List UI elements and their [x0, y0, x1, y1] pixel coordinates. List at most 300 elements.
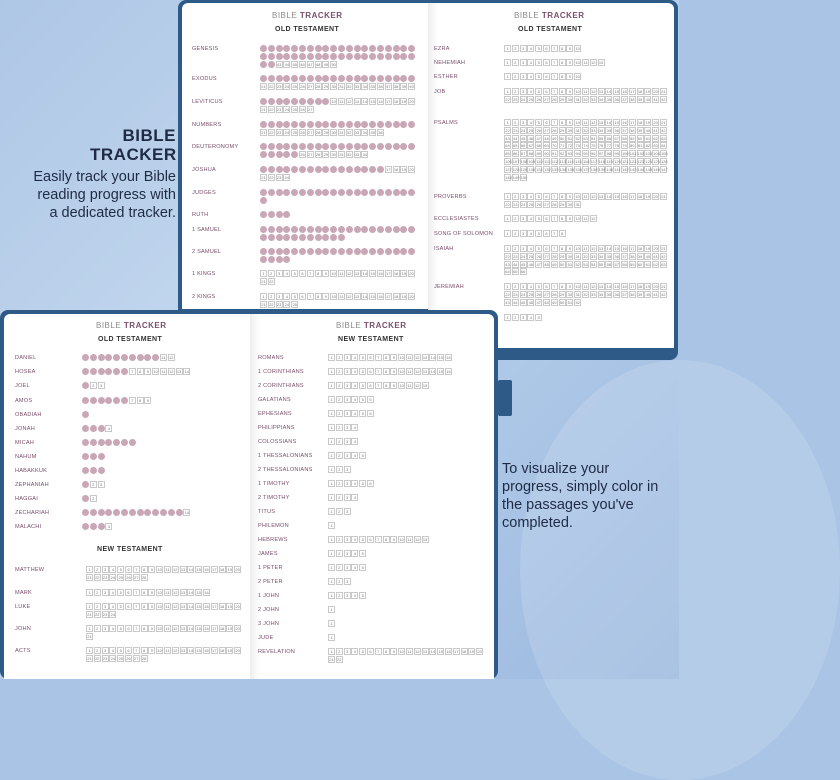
chapter-cell[interactable]: 23	[276, 174, 282, 180]
chapter-cell[interactable]: 20	[653, 246, 658, 251]
chapter-cell[interactable]: 2	[336, 452, 343, 459]
chapter-cell[interactable]: 12	[415, 383, 420, 388]
chapter-cell[interactable]	[377, 45, 384, 52]
chapter-cell[interactable]: 14	[606, 194, 612, 199]
chapter-cell[interactable]	[322, 226, 329, 233]
chapter-cell[interactable]: 3	[344, 536, 351, 543]
chapter-cell[interactable]: 23	[513, 291, 518, 297]
chapter-cell[interactable]: 2	[512, 45, 519, 52]
chapter-cell[interactable]: 10	[331, 271, 336, 276]
chapter-cell[interactable]: 39	[401, 83, 407, 89]
chapter-cell[interactable]	[299, 53, 306, 60]
chapter-cell[interactable]: 12	[591, 194, 596, 199]
chapter-cell[interactable]: 5	[291, 270, 298, 277]
chapter-cell[interactable]: 13	[354, 271, 360, 276]
chapter-cell[interactable]: 137	[582, 166, 590, 172]
chapter-cell[interactable]: 11	[583, 89, 588, 94]
chapter-cell[interactable]	[338, 143, 345, 150]
chapter-cell[interactable]	[330, 53, 337, 60]
chapter-cell[interactable]: 41	[653, 253, 658, 259]
chapter-cell[interactable]: 32	[347, 129, 352, 135]
chapter-cell[interactable]	[283, 226, 290, 233]
chapter-cell[interactable]: 18	[393, 294, 399, 299]
chapter-cell[interactable]: 2	[512, 245, 519, 252]
chapter-cell[interactable]: 50	[559, 261, 565, 267]
chapter-cell[interactable]: 2	[90, 481, 97, 488]
chapter-cell[interactable]: 1	[86, 603, 93, 610]
chapter-cell[interactable]	[385, 189, 392, 196]
chapter-cell[interactable]: 41	[653, 96, 658, 102]
chapter-cell[interactable]: 33	[591, 96, 596, 102]
chapter-cell[interactable]: 12	[591, 216, 596, 221]
chapter-cell[interactable]: 12	[591, 284, 596, 289]
chapter-cell[interactable]	[369, 45, 376, 52]
chapter-cell[interactable]: 111	[543, 158, 551, 164]
chapter-cell[interactable]: 6	[299, 270, 306, 277]
chapter-cell[interactable]: 44	[513, 135, 518, 141]
chapter-cell[interactable]	[393, 143, 400, 150]
chapter-cell[interactable]: 31	[575, 127, 580, 133]
chapter-cell[interactable]: 94	[575, 151, 580, 157]
chapter-cell[interactable]: 13	[176, 369, 182, 374]
chapter-cell[interactable]	[268, 53, 275, 60]
chapter-cell[interactable]	[283, 256, 290, 263]
chapter-cell[interactable]: 83	[653, 143, 658, 149]
chapter-cell[interactable]: 20	[409, 294, 414, 299]
chapter-cell[interactable]: 16	[622, 284, 627, 289]
chapter-cell[interactable]: 31	[575, 201, 580, 207]
chapter-cell[interactable]: 7	[133, 566, 140, 573]
chapter-cell[interactable]	[354, 248, 361, 255]
chapter-cell[interactable]: 20	[653, 120, 658, 125]
chapter-cell[interactable]: 10	[399, 369, 404, 374]
chapter-cell[interactable]: 1	[86, 625, 93, 632]
chapter-cell[interactable]	[268, 61, 275, 68]
chapter-cell[interactable]: 71	[559, 143, 565, 149]
chapter-cell[interactable]: 14	[362, 271, 368, 276]
chapter-cell[interactable]	[377, 121, 384, 128]
chapter-cell[interactable]: 145	[645, 166, 653, 172]
chapter-cell[interactable]: 57	[614, 261, 619, 267]
chapter-cell[interactable]: 11	[165, 648, 170, 653]
chapter-cell[interactable]: 2	[336, 368, 343, 375]
chapter-cell[interactable]	[90, 453, 97, 460]
chapter-cell[interactable]: 12	[173, 567, 178, 572]
chapter-cell[interactable]: 140	[606, 166, 614, 172]
chapter-cell[interactable]: 1	[328, 424, 335, 431]
chapter-cell[interactable]: 5	[535, 119, 542, 126]
chapter-cell[interactable]: 20	[235, 567, 240, 572]
chapter-cell[interactable]	[98, 467, 105, 474]
chapter-cell[interactable]: 10	[575, 120, 580, 125]
chapter-cell[interactable]: 80	[630, 143, 635, 149]
chapter-cell[interactable]: 32	[583, 127, 588, 133]
chapter-cell[interactable]: 13	[598, 246, 604, 251]
chapter-cell[interactable]: 31	[339, 129, 344, 135]
chapter-cell[interactable]: 14	[430, 369, 436, 374]
chapter-cell[interactable]: 7	[551, 119, 558, 126]
chapter-cell[interactable]: 2	[90, 382, 97, 389]
chapter-cell[interactable]: 16	[622, 120, 627, 125]
chapter-cell[interactable]: 26	[300, 129, 305, 135]
chapter-cell[interactable]: 9	[390, 368, 397, 375]
chapter-cell[interactable]: 30	[567, 127, 573, 133]
chapter-cell[interactable]: 46	[528, 299, 534, 305]
chapter-cell[interactable]: 14	[188, 604, 194, 609]
chapter-cell[interactable]: 13	[422, 383, 428, 388]
chapter-cell[interactable]: 5	[359, 564, 366, 571]
chapter-cell[interactable]: 18	[637, 284, 643, 289]
chapter-cell[interactable]: 2	[336, 564, 343, 571]
chapter-cell[interactable]: 15	[438, 369, 443, 374]
chapter-cell[interactable]	[268, 98, 275, 105]
chapter-cell[interactable]: 10	[331, 99, 336, 104]
chapter-cell[interactable]: 4	[351, 648, 358, 655]
chapter-cell[interactable]	[393, 75, 400, 82]
chapter-cell[interactable]: 67	[528, 143, 534, 149]
chapter-cell[interactable]: 43	[276, 61, 282, 67]
chapter-cell[interactable]: 2	[512, 314, 519, 321]
chapter-cell[interactable]	[322, 98, 329, 105]
chapter-cell[interactable]: 2	[336, 466, 343, 473]
chapter-cell[interactable]	[354, 166, 361, 173]
chapter-cell[interactable]: 16	[204, 648, 209, 653]
chapter-cell[interactable]: 24	[284, 174, 290, 180]
chapter-cell[interactable]	[346, 226, 353, 233]
chapter-cell[interactable]: 11	[165, 604, 170, 609]
chapter-cell[interactable]	[260, 211, 267, 218]
chapter-cell[interactable]: 4	[109, 566, 116, 573]
chapter-cell[interactable]: 39	[637, 127, 643, 133]
chapter-cell[interactable]: 6	[543, 193, 550, 200]
chapter-cell[interactable]	[400, 189, 407, 196]
chapter-cell[interactable]: 14	[188, 590, 194, 595]
chapter-cell[interactable]	[346, 166, 353, 173]
chapter-cell[interactable]	[315, 98, 322, 105]
chapter-cell[interactable]	[322, 166, 329, 173]
chapter-cell[interactable]: 37	[386, 83, 391, 89]
chapter-cell[interactable]: 65	[513, 143, 518, 149]
chapter-cell[interactable]: 53	[583, 135, 588, 141]
chapter-cell[interactable]: 17	[386, 99, 391, 104]
chapter-cell[interactable]: 3	[344, 382, 351, 389]
chapter-cell[interactable]: 35	[370, 83, 375, 89]
chapter-cell[interactable]	[268, 226, 275, 233]
chapter-cell[interactable]: 25	[528, 253, 534, 259]
chapter-cell[interactable]: 10	[575, 46, 580, 51]
chapter-cell[interactable]: 13	[598, 120, 604, 125]
chapter-cell[interactable]: 11	[407, 649, 412, 654]
chapter-cell[interactable]: 59	[630, 135, 635, 141]
chapter-cell[interactable]: 7	[133, 603, 140, 610]
chapter-cell[interactable]	[330, 121, 337, 128]
chapter-cell[interactable]	[408, 248, 415, 255]
chapter-cell[interactable]: 13	[180, 604, 186, 609]
chapter-cell[interactable]: 38	[630, 127, 635, 133]
chapter-cell[interactable]: 2	[336, 578, 343, 585]
chapter-cell[interactable]: 11	[583, 120, 588, 125]
chapter-cell[interactable]: 3	[102, 647, 109, 654]
chapter-cell[interactable]: 1	[328, 578, 335, 585]
chapter-cell[interactable]	[82, 382, 89, 389]
chapter-cell[interactable]	[137, 354, 144, 361]
chapter-cell[interactable]: 12	[347, 271, 352, 276]
chapter-cell[interactable]: 1	[504, 59, 511, 66]
chapter-cell[interactable]: 1	[504, 283, 511, 290]
chapter-cell[interactable]	[400, 143, 407, 150]
chapter-cell[interactable]: 9	[566, 73, 573, 80]
chapter-cell[interactable]: 11	[339, 294, 344, 299]
chapter-cell[interactable]: 6	[543, 283, 550, 290]
chapter-cell[interactable]	[361, 121, 368, 128]
chapter-cell[interactable]: 12	[169, 369, 174, 374]
chapter-cell[interactable]: 11	[583, 246, 588, 251]
chapter-cell[interactable]: 116	[582, 158, 590, 164]
chapter-cell[interactable]	[408, 45, 415, 52]
chapter-cell[interactable]: 18	[219, 604, 225, 609]
chapter-cell[interactable]: 21	[261, 301, 266, 307]
chapter-cell[interactable]	[268, 143, 275, 150]
chapter-cell[interactable]: 9	[566, 193, 573, 200]
chapter-cell[interactable]	[369, 189, 376, 196]
chapter-cell[interactable]: 5	[359, 396, 366, 403]
chapter-cell[interactable]: 60	[637, 261, 643, 267]
chapter-cell[interactable]	[90, 368, 97, 375]
chapter-cell[interactable]: 20	[235, 604, 240, 609]
chapter-cell[interactable]	[338, 189, 345, 196]
chapter-cell[interactable]: 7	[375, 382, 382, 389]
chapter-cell[interactable]: 47	[536, 261, 541, 267]
chapter-cell[interactable]: 4	[105, 523, 112, 530]
chapter-cell[interactable]: 120	[614, 158, 621, 164]
chapter-cell[interactable]: 54	[591, 261, 596, 267]
chapter-cell[interactable]: 28	[315, 129, 321, 135]
chapter-cell[interactable]: 23	[276, 83, 282, 89]
chapter-cell[interactable]: 7	[375, 368, 382, 375]
chapter-cell[interactable]: 22	[269, 83, 274, 89]
chapter-cell[interactable]: 8	[383, 382, 390, 389]
chapter-cell[interactable]: 107	[512, 158, 520, 164]
chapter-cell[interactable]: 1	[328, 396, 335, 403]
chapter-cell[interactable]: 34	[598, 253, 604, 259]
chapter-cell[interactable]: 1	[86, 647, 93, 654]
chapter-cell[interactable]	[98, 453, 105, 460]
chapter-cell[interactable]: 5	[359, 536, 366, 543]
chapter-cell[interactable]: 149	[512, 174, 520, 180]
chapter-cell[interactable]: 66	[520, 143, 526, 149]
chapter-cell[interactable]: 11	[583, 216, 588, 221]
chapter-cell[interactable]: 16	[446, 355, 451, 360]
chapter-cell[interactable]	[98, 425, 105, 432]
chapter-cell[interactable]: 32	[347, 151, 352, 157]
chapter-cell[interactable]: 24	[284, 106, 290, 112]
chapter-cell[interactable]: 2	[94, 589, 101, 596]
chapter-cell[interactable]	[291, 248, 298, 255]
chapter-cell[interactable]: 123	[637, 158, 645, 164]
chapter-cell[interactable]: 15	[370, 99, 375, 104]
chapter-cell[interactable]	[82, 425, 89, 432]
chapter-cell[interactable]: 104	[653, 151, 660, 157]
chapter-cell[interactable]: 17	[630, 120, 635, 125]
chapter-cell[interactable]	[291, 75, 298, 82]
chapter-cell[interactable]	[82, 523, 89, 530]
chapter-cell[interactable]	[260, 53, 267, 60]
chapter-cell[interactable]: 8	[559, 73, 566, 80]
chapter-cell[interactable]	[361, 226, 368, 233]
chapter-cell[interactable]: 27	[308, 129, 313, 135]
chapter-cell[interactable]	[268, 166, 275, 173]
chapter-cell[interactable]	[90, 425, 97, 432]
chapter-cell[interactable]: 31	[339, 83, 344, 89]
chapter-cell[interactable]: 8	[559, 283, 566, 290]
chapter-cell[interactable]	[260, 256, 267, 263]
chapter-cell[interactable]: 20	[477, 649, 482, 654]
chapter-cell[interactable]	[400, 248, 407, 255]
chapter-cell[interactable]	[322, 143, 329, 150]
chapter-cell[interactable]	[105, 368, 112, 375]
chapter-cell[interactable]: 5	[359, 368, 366, 375]
chapter-cell[interactable]: 15	[196, 567, 201, 572]
chapter-cell[interactable]: 42	[661, 291, 666, 297]
chapter-cell[interactable]: 8	[559, 230, 566, 237]
chapter-cell[interactable]: 7	[551, 283, 558, 290]
chapter-cell[interactable]: 16	[446, 369, 451, 374]
chapter-cell[interactable]: 8	[141, 603, 148, 610]
chapter-cell[interactable]: 98	[606, 151, 612, 157]
chapter-cell[interactable]: 100	[621, 151, 629, 157]
chapter-cell[interactable]: 19	[227, 604, 233, 609]
chapter-cell[interactable]: 17	[386, 271, 391, 276]
chapter-cell[interactable]	[291, 226, 298, 233]
chapter-cell[interactable]	[291, 98, 298, 105]
chapter-cell[interactable]: 14	[362, 294, 368, 299]
chapter-cell[interactable]	[105, 439, 112, 446]
chapter-cell[interactable]: 4	[351, 354, 358, 361]
chapter-cell[interactable]	[82, 481, 89, 488]
chapter-cell[interactable]	[322, 121, 329, 128]
chapter-cell[interactable]: 73	[575, 143, 580, 149]
chapter-cell[interactable]: 44	[513, 299, 518, 305]
chapter-cell[interactable]: 3	[276, 293, 283, 300]
chapter-cell[interactable]: 18	[461, 649, 467, 654]
chapter-cell[interactable]: 3	[344, 648, 351, 655]
chapter-cell[interactable]	[144, 509, 151, 516]
chapter-cell[interactable]: 18	[637, 120, 643, 125]
chapter-cell[interactable]: 4	[527, 59, 534, 66]
chapter-cell[interactable]: 22	[337, 656, 342, 662]
chapter-cell[interactable]: 3	[344, 564, 351, 571]
chapter-cell[interactable]	[121, 439, 128, 446]
chapter-cell[interactable]	[260, 189, 267, 196]
chapter-cell[interactable]: 21	[261, 83, 266, 89]
chapter-cell[interactable]: 22	[95, 611, 100, 617]
chapter-cell[interactable]	[307, 166, 314, 173]
chapter-cell[interactable]: 2	[336, 424, 343, 431]
chapter-cell[interactable]: 9	[566, 245, 573, 252]
chapter-cell[interactable]: 12	[173, 604, 178, 609]
chapter-cell[interactable]: 23	[102, 574, 108, 580]
chapter-cell[interactable]	[385, 248, 392, 255]
chapter-cell[interactable]: 18	[393, 99, 399, 104]
chapter-cell[interactable]: 2	[90, 495, 97, 502]
chapter-cell[interactable]: 75	[591, 143, 596, 149]
chapter-cell[interactable]: 49	[552, 299, 557, 305]
chapter-cell[interactable]: 4	[351, 480, 358, 487]
chapter-cell[interactable]	[330, 143, 337, 150]
chapter-cell[interactable]	[113, 509, 120, 516]
chapter-cell[interactable]: 20	[409, 167, 414, 172]
chapter-cell[interactable]: 1	[328, 452, 335, 459]
chapter-cell[interactable]	[338, 53, 345, 60]
chapter-cell[interactable]: 12	[415, 369, 420, 374]
chapter-cell[interactable]: 14	[606, 246, 612, 251]
chapter-cell[interactable]: 5	[359, 550, 366, 557]
chapter-cell[interactable]: 11	[407, 537, 412, 542]
chapter-cell[interactable]: 3	[520, 283, 527, 290]
chapter-cell[interactable]: 21	[87, 633, 92, 639]
chapter-cell[interactable]: 39	[637, 96, 643, 102]
chapter-cell[interactable]: 8	[559, 119, 566, 126]
chapter-cell[interactable]	[276, 45, 283, 52]
chapter-cell[interactable]: 1	[328, 606, 335, 613]
chapter-cell[interactable]: 15	[370, 271, 375, 276]
chapter-cell[interactable]: 88	[528, 151, 534, 157]
chapter-cell[interactable]	[82, 397, 89, 404]
chapter-cell[interactable]: 11	[339, 99, 344, 104]
chapter-cell[interactable]	[82, 495, 89, 502]
chapter-cell[interactable]	[90, 509, 97, 516]
chapter-cell[interactable]	[121, 397, 128, 404]
chapter-cell[interactable]: 15	[196, 590, 201, 595]
chapter-cell[interactable]	[315, 234, 322, 241]
chapter-cell[interactable]: 3	[102, 566, 109, 573]
chapter-cell[interactable]: 13	[180, 590, 186, 595]
chapter-cell[interactable]: 35	[606, 291, 612, 297]
chapter-cell[interactable]: 49	[552, 261, 557, 267]
chapter-cell[interactable]: 97	[598, 151, 604, 157]
chapter-cell[interactable]	[338, 234, 345, 241]
chapter-cell[interactable]: 109	[528, 158, 536, 164]
chapter-cell[interactable]: 10	[399, 537, 404, 542]
chapter-cell[interactable]	[113, 397, 120, 404]
chapter-cell[interactable]: 6	[543, 45, 550, 52]
chapter-cell[interactable]: 13	[598, 194, 604, 199]
chapter-cell[interactable]	[354, 45, 361, 52]
chapter-cell[interactable]: 56	[606, 261, 612, 267]
chapter-cell[interactable]: 22	[95, 655, 100, 661]
chapter-cell[interactable]	[260, 234, 267, 241]
chapter-cell[interactable]: 87	[520, 151, 526, 157]
chapter-cell[interactable]: 29	[323, 83, 329, 89]
chapter-cell[interactable]: 2	[268, 293, 275, 300]
chapter-cell[interactable]: 13	[422, 649, 428, 654]
chapter-cell[interactable]: 150	[520, 174, 528, 180]
chapter-cell[interactable]: 22	[505, 253, 510, 259]
chapter-cell[interactable]: 19	[227, 626, 233, 631]
chapter-cell[interactable]: 38	[630, 291, 635, 297]
chapter-cell[interactable]	[377, 189, 384, 196]
chapter-cell[interactable]: 122	[629, 158, 637, 164]
chapter-cell[interactable]: 31	[339, 151, 344, 157]
chapter-cell[interactable]	[276, 234, 283, 241]
chapter-cell[interactable]: 27	[134, 574, 139, 580]
chapter-cell[interactable]: 4	[109, 589, 116, 596]
chapter-cell[interactable]	[307, 143, 314, 150]
chapter-cell[interactable]	[369, 143, 376, 150]
chapter-cell[interactable]: 3	[344, 452, 351, 459]
chapter-cell[interactable]: 1	[328, 466, 335, 473]
chapter-cell[interactable]: 51	[567, 261, 573, 267]
